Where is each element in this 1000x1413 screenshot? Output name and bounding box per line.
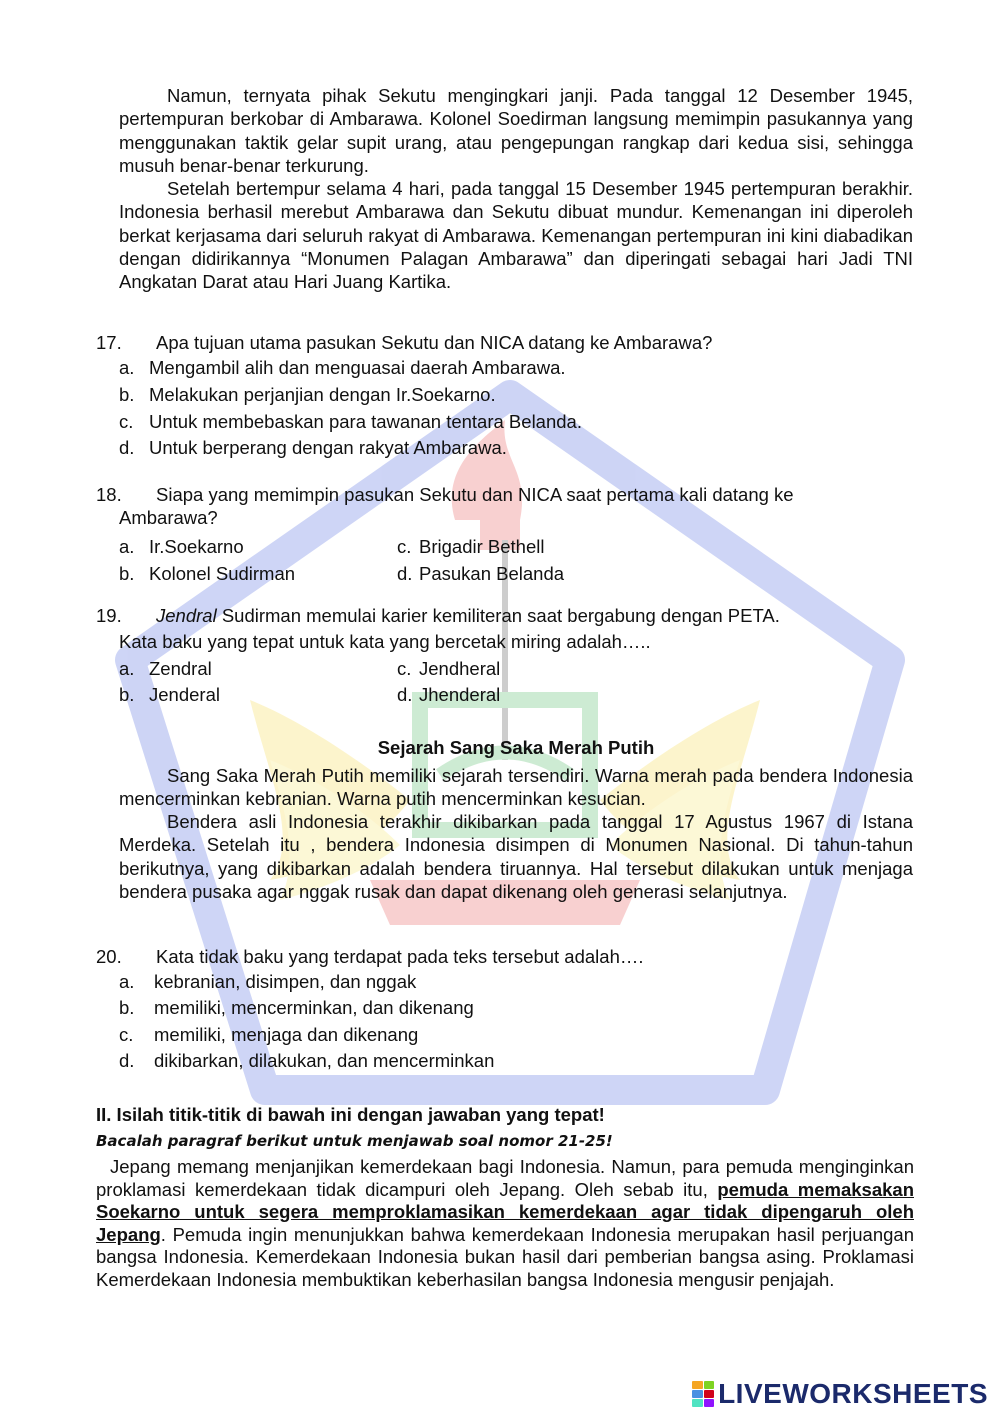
question-18 — [96, 483, 914, 529]
question-number: 19. — [96, 605, 122, 626]
q20-option-d[interactable]: d. dikibarkan, dilakukan, dan mencerminkan — [119, 1050, 495, 1071]
q19-option-a[interactable]: a. Zendral — [119, 658, 212, 679]
q18-option-a[interactable]: a. Ir.Soekarno — [119, 536, 244, 557]
question-text-continued: Ambarawa? — [119, 507, 218, 528]
passage1-paragraph1: Namun, ternyata pihak Sekutu mengingkari janji. Pada tanggal 12 Desember 1945, pertempuran berkobar di Ambarawa. Kolonel Soedirman langsung memimpin pasukannya yang menggunakan taktik gelar supit urang, atau pengepungan rangkap dari kedua sisi, sehingga musuh benar-benar terkurung. — [119, 85, 913, 176]
q17-option-d[interactable]: d. Untuk berperang dengan rakyat Ambarawa. — [119, 437, 507, 458]
question-19 — [96, 604, 914, 627]
question-number: 20. — [96, 946, 122, 967]
liveworksheets-brand-text: LIVEWORKSHEETS — [718, 1378, 988, 1409]
passage1-paragraph2: Setelah bertempur selama 4 hari, pada tanggal 15 Desember 1945 pertempuran berakhir. Indonesia berhasil merebut Ambarawa dan Sekutu dibuat mundur. Kemenangan ini diperoleh berkat kerjasama dari seluruh rakyat di Ambarawa. Kemenangan pertempuran ini kini diabadikan dengan didirikannya “Monumen Palagan Ambarawa” dan diperingati sebagai hari Jadi TNI Angkatan Darat atau Hari Juang Kartika. — [119, 178, 913, 293]
passage2-title: Sejarah Sang Saka Merah Putih — [377, 737, 655, 758]
question-19-subtext: Kata baku yang tepat untuk kata yang bercetak miring adalah….. — [119, 631, 651, 652]
question-text: Kata tidak baku yang terdapat pada teks tersebut adalah…. — [156, 946, 644, 967]
q20-option-c[interactable]: c. memiliki, menjaga dan dikenang — [119, 1024, 419, 1045]
q20-option-a[interactable]: a. kebranian, disimpen, dan nggak — [119, 971, 417, 992]
question-text: Sudirman memulai karier kemiliteran saat bergabung dengan PETA. — [216, 605, 780, 626]
passage2-paragraph1: Sang Saka Merah Putih memiliki sejarah tersendiri. Warna merah pada bendera Indonesia mencerminkan kebranian. Warna putih mencerminkan kesucian. — [119, 765, 913, 810]
q19-option-b[interactable]: b. Jenderal — [119, 684, 220, 705]
section-2-title: II. Isilah titik-titik di bawah ini dengan jawaban yang tepat! — [96, 1104, 605, 1125]
q17-option-b[interactable]: b. Melakukan perjanjian dengan Ir.Soekarno. — [119, 384, 496, 405]
question-text: Apa tujuan utama pasukan Sekutu dan NICA datang ke Ambarawa? — [156, 332, 713, 353]
q20-option-b[interactable]: b. memiliki, mencerminkan, dan dikenang — [119, 997, 474, 1018]
section-2-instruction: Bacalah paragraf berikut untuk menjawab soal nomor 21-25! — [96, 1132, 613, 1150]
question-20 — [96, 945, 914, 968]
q19-option-d[interactable]: d. Jhenderal — [397, 684, 501, 705]
liveworksheets-logo[interactable] — [692, 1378, 988, 1410]
italic-word: Jendral — [156, 605, 217, 626]
q17-option-a[interactable]: a. Mengambil alih dan menguasai daerah Ambarawa. — [119, 357, 566, 378]
question-text: Siapa yang memimpin pasukan Sekutu dan NICA saat pertama kali datang ke — [156, 484, 794, 505]
question-17 — [96, 331, 914, 354]
underlined-bold-phrase: pemuda memaksakan Soekarno untuk segera memproklamasikan kemerdekaan agar tidak dipengaruh oleh Jepang — [96, 1178, 914, 1245]
liveworksheets-logo-icon — [692, 1381, 714, 1407]
q18-option-c[interactable]: c. Brigadir Bethell — [397, 536, 545, 557]
section-2-paragraph: Jepang memang menjanjikan kemerdekaan bagi Indonesia. Namun, para pemuda menginginkan proklamasi kemerdekaan tidak dicampuri oleh Jepang. Oleh sebab itu, pemuda memaksakan Soekarno untuk segera memproklamasikan kemerdekaan agar tidak dipengaruh oleh Jepang. Pemuda ingin menunjukkan bahwa kemerdekaan Indonesia merupakan hasil perjuangan bangsa Indonesia. Kemerdekaan Indonesia bukan hasil dari pemberian bangsa asing. Proklamasi Kemerdekaan Indonesia membuktikan keberhasilan bangsa Indonesia mengusir penjajah. — [96, 1156, 914, 1290]
q18-option-b[interactable]: b. Kolonel Sudirman — [119, 563, 296, 584]
q17-option-c[interactable]: c. Untuk membebaskan para tawanan tentara Belanda. — [119, 411, 582, 432]
question-number: 17. — [96, 332, 122, 353]
q19-option-c[interactable]: c. Jendheral — [397, 658, 501, 679]
passage2-paragraph2: Bendera asli Indonesia terakhir dikibarkan pada tanggal 17 Agustus 1967 di Istana Merdeka. Setelah itu , bendera Indonesia disimpen di Monumen Nasional. Di tahun-tahun berikutnya, yang dikibarkan adalah bendera tiruannya. Hal tersebut dilakukan untuk menjaga bendera pusaka agar nggak rusak dan dapat dikenang oleh generasi selanjutnya. — [119, 811, 913, 902]
question-number: 18. — [96, 484, 122, 505]
q18-option-d[interactable]: d. Pasukan Belanda — [397, 563, 565, 584]
